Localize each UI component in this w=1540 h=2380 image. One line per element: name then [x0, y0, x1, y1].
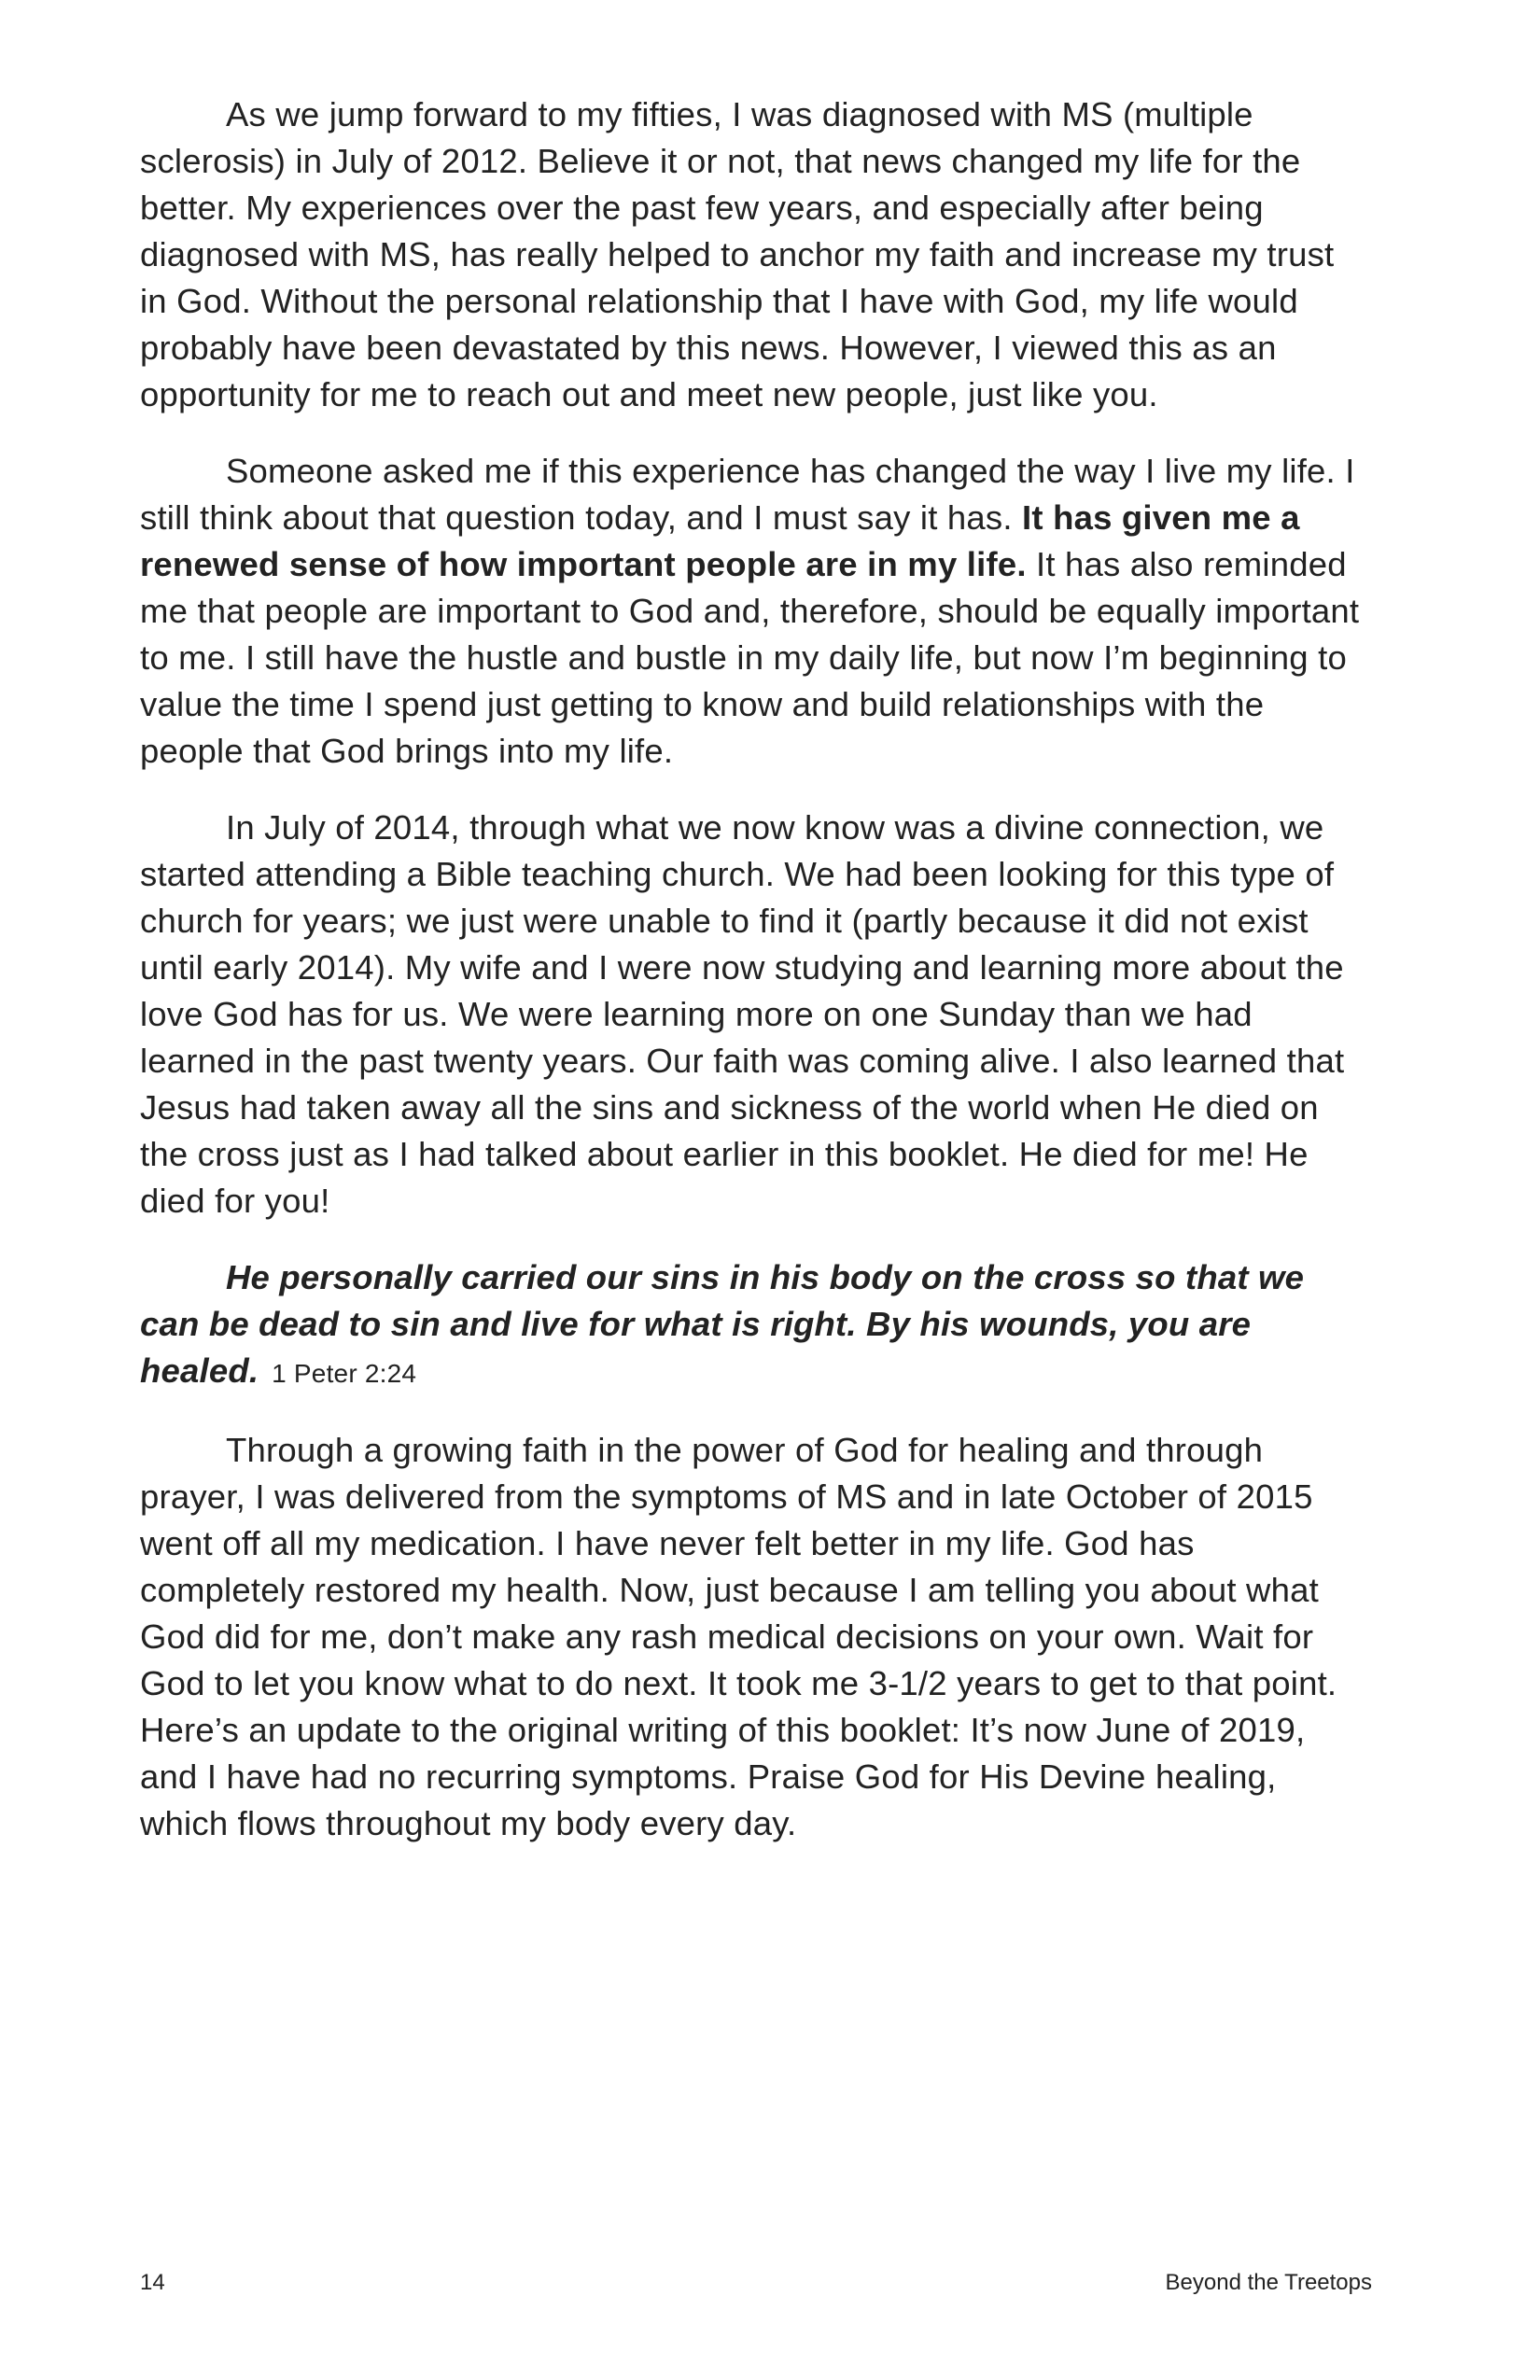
scripture-verse-text: He personally carried our sins in his body on the cross so that we can be dead to sin and live for what is right. By his wounds, you are healed. — [140, 1258, 1305, 1390]
page-number: 14 — [140, 2270, 165, 2295]
paragraph-changed-life-rest: It has also reminded me that people are important to God and, therefore, should be equally important to me. I still have the hustle and bustle in my daily life, but now I’m beginning to value the time I spend just getting to know and build relationships with the people that God brings into my life. — [140, 545, 1360, 770]
paragraph-healing: Through a growing faith in the power of God for healing and through prayer, I was delivered from the symptoms of MS and in late October of 2015 went off all my medication. I have never felt better in my life. God has completely restored my health. Now, just because I am telling you about what God did for me, don’t make any rash medical decisions on your own. Wait for God to let you know what to do next. It took me 3-1/2 years to get to that point. Here’s an update to the original writing of this booklet: It’s now June of 2019, and I have had no recurring symptoms. Praise God for His Devine healing, which flows throughout my body every day. — [140, 1431, 1337, 1842]
paragraph-changed-life — [140, 448, 1363, 775]
scripture-reference: 1 Peter 2:24 — [272, 1359, 417, 1388]
scripture-quote — [140, 1254, 1363, 1397]
paragraph-changed-life-intro: Someone asked me if this experience has changed the way I live my life. I still think about that question today, and I must say it has. — [140, 452, 1355, 537]
paragraph-diagnosis: As we jump forward to my fifties, I was diagnosed with MS (multiple sclerosis) in July of 2012. Believe it or not, that news changed my life for the better. My experiences over the past few years, and especially after being diagnosed with MS, has really helped to anchor my faith and increase my trust in God. Without the personal relationship that I have with God, my life would probably have been devastated by this news. However, I viewed this as an opportunity for me to reach out and meet new people, just like you. — [140, 95, 1335, 413]
page-body — [140, 91, 1363, 1877]
paragraph-church: In July of 2014, through what we now know was a divine connection, we started attending a Bible teaching church. We had been looking for this type of church for years; we just were unable to find it (partly because it did not exist until early 2014). My wife and I were now studying and learning more about the love God has for us. We were learning more on one Sunday than we had learned in the past twenty years. Our faith was coming alive. I also learned that Jesus had taken away all the sins and sickness of the world when He died on the cross just as I had talked about earlier in this booklet. He died for me! He died for you! — [140, 808, 1345, 1220]
emphasized-sentence: It has given me a renewed sense of how important people are in my life. — [140, 498, 1300, 583]
book-title-footer: Beyond the Treetops — [1165, 2270, 1372, 2295]
